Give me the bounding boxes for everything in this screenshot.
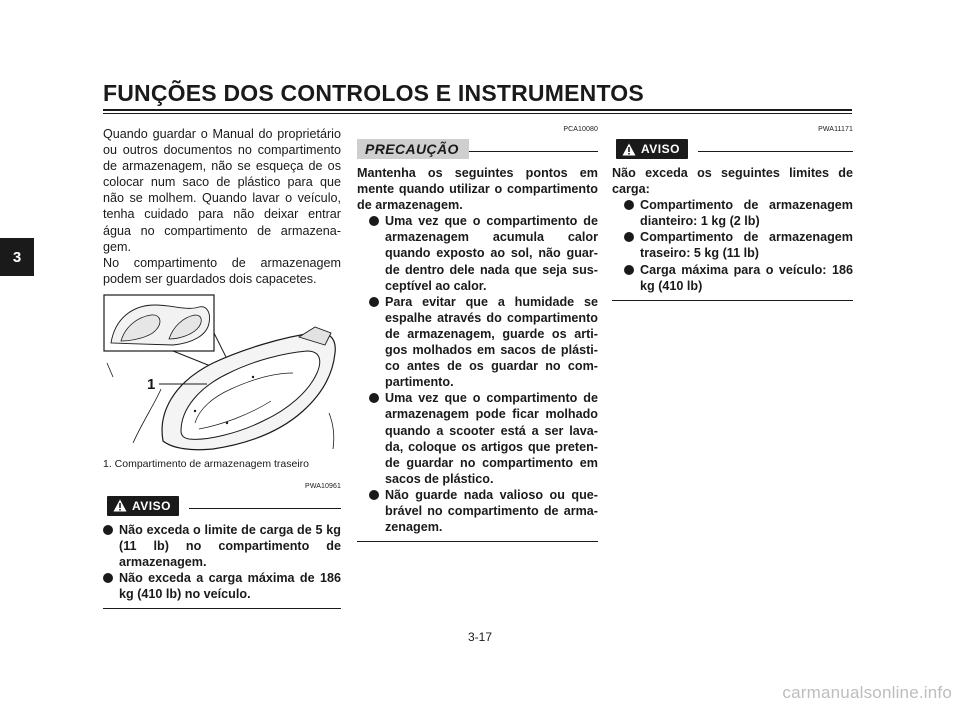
- warning-rule: [189, 508, 341, 509]
- bullet-icon: [624, 232, 634, 242]
- header-rule-thin: [103, 113, 852, 114]
- list-item: Compartimento de armazenagem dianteiro: 1 kg (2 lb): [624, 197, 853, 229]
- storage-compartment-figure: [103, 293, 341, 453]
- warning-header: [103, 496, 341, 520]
- watermark: carmanualsonline.info: [782, 683, 952, 702]
- warning-code: PWA11171: [818, 126, 853, 133]
- paragraph-helmets: No compartimento de armazenagem podem ser guardados dois capacetes.: [103, 255, 341, 286]
- bullet-icon: [369, 297, 379, 307]
- warning-badge: [107, 496, 179, 516]
- storage-compartment-illustration: [103, 293, 341, 453]
- list-item: Uma vez que o compartimento de armazenagem pode ficar molhado quando a scooter está a ser lava-da, coloque os artigos que preten-de guardar no compartimento em sacos de plástico.: [369, 390, 598, 487]
- caution-label: PRECAUÇÃO: [365, 141, 459, 157]
- bullet-icon: [369, 216, 379, 226]
- warning-rule: [698, 151, 853, 152]
- list-item: Não guarde nada valioso ou que-brável no compartimento de arma-zenagem.: [369, 487, 598, 535]
- figure-caption: 1. Compartimento de armazenagem traseiro: [103, 457, 310, 470]
- section-end-rule: [103, 608, 341, 609]
- figure-callout-1: 1: [147, 375, 156, 393]
- bullet-icon: [103, 525, 113, 535]
- bullet-icon: [369, 490, 379, 500]
- bullet-icon: [369, 393, 379, 403]
- warning-badge: [616, 139, 688, 159]
- list-item: Uma vez que o compartimento de armazenagem acumula calor quando exposto ao sol, não guar-de dentro dele nada que seja sus-ceptível ao calor.: [369, 213, 598, 293]
- warning-header: [612, 139, 853, 163]
- list-item: Compartimento de armazenagem traseiro: 5 kg (11 lb): [624, 229, 853, 261]
- caution-badge: [357, 139, 469, 159]
- chapter-tab: 3: [0, 238, 34, 276]
- column-1: [103, 126, 341, 609]
- warning-triangle-icon: [622, 143, 636, 156]
- column-2: [357, 126, 598, 542]
- list-item: Carga máxima para o veículo: 186 kg (410 lb): [624, 262, 853, 294]
- bullet-icon: [624, 265, 634, 275]
- list-item: Não exceda o limite de carga de 5 kg (11 lb) no compartimento de armazenagem.: [103, 522, 341, 570]
- warning-label: AVISO: [132, 498, 171, 513]
- list-item: Não exceda a carga máxima de 186 kg (410 lb) no veículo.: [103, 570, 341, 602]
- section-end-rule: [357, 541, 598, 542]
- warning-triangle-icon: [113, 499, 127, 512]
- caution-rule: [469, 151, 598, 152]
- warning-intro: Não exceda os seguintes limites de carga:: [612, 166, 853, 197]
- warning-code: PWA10961: [305, 482, 341, 490]
- caution-intro: Mantenha os seguintes pontos em mente quando utilizar o compartimento de armazenagem.: [357, 166, 598, 213]
- warning-list: [612, 197, 853, 294]
- warning-label: AVISO: [641, 142, 680, 156]
- paragraph-documents: Quando guardar o Manual do proprietário ou outros documentos no compartimento de armazenagem, não se esqueça de os colocar num saco de plástico para que não se molhem. Quando lavar o veículo, tenha cuidado para não deixar entrar água no compartimento de armazena-gem.: [103, 127, 341, 254]
- bullet-icon: [103, 573, 113, 583]
- caution-list: [357, 213, 598, 535]
- warning-list: [103, 522, 341, 602]
- caution-header: [357, 139, 598, 163]
- bullet-icon: [624, 200, 634, 210]
- list-item: Para evitar que a humidade se espalhe através do compartimento de armazenagem, guarde os arti-gos molhados em sacos de plásti-co antes de os guardar no com-partimento.: [369, 294, 598, 391]
- section-end-rule: [612, 300, 853, 301]
- column-3: [612, 126, 853, 301]
- header-rule: [103, 109, 852, 111]
- caution-code: PCA10080: [563, 126, 598, 133]
- page-title: FUNÇÕES DOS CONTROLOS E INSTRUMENTOS: [103, 80, 644, 106]
- page-number: 3-17: [467, 630, 493, 644]
